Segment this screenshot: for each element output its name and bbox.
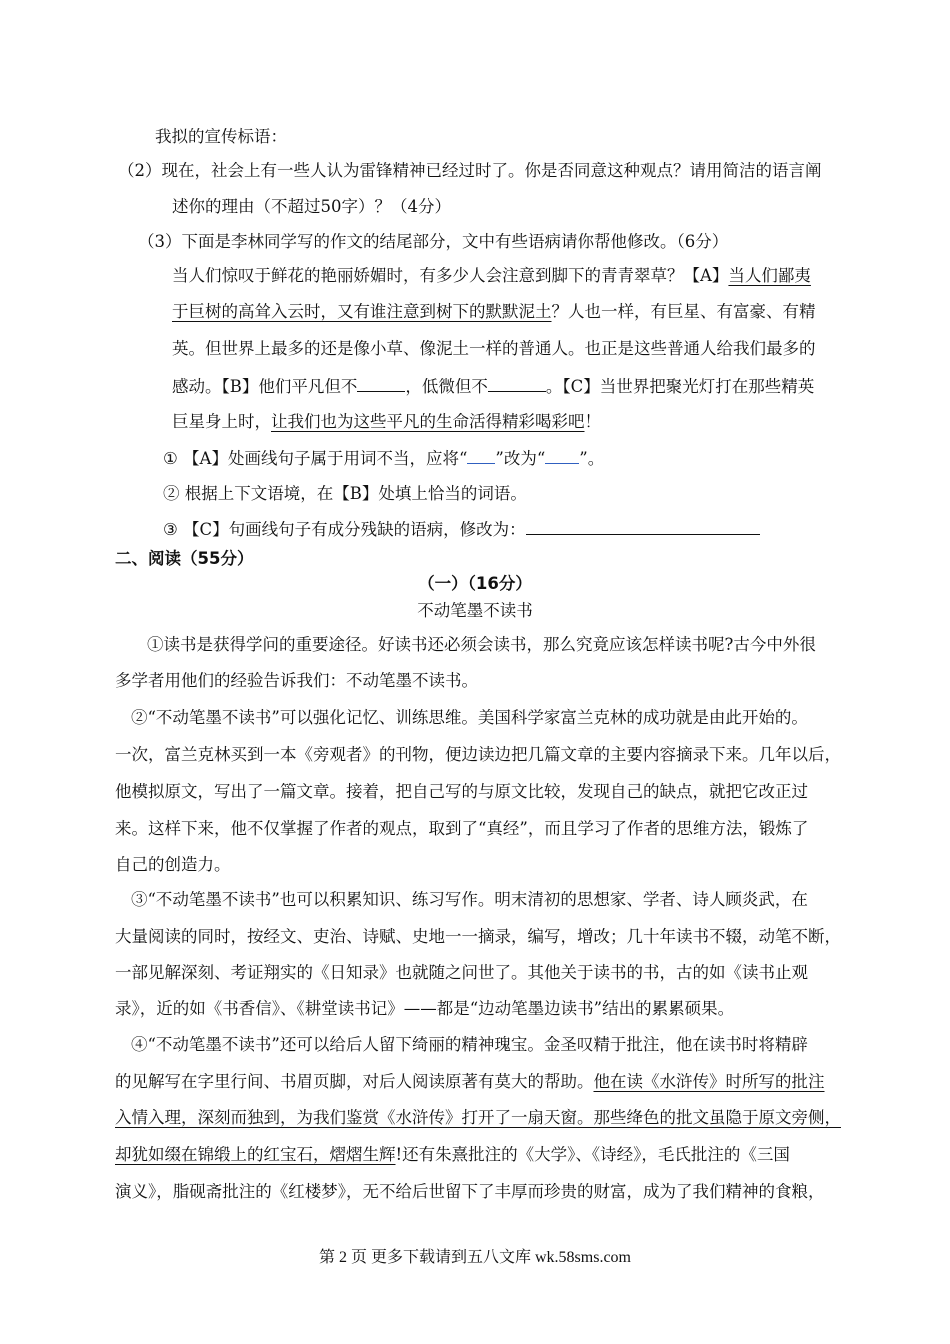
article-para-3-line-4: 录》，近的如《书香信》、《耕堂读书记》——都是“边动笔墨边读书”结出的累累硕果。 bbox=[115, 999, 735, 1018]
sub-question-text: ① 【A】处画线句子属于用词不当，应将“ bbox=[163, 449, 468, 468]
article-title: 不动笔墨不读书 bbox=[417, 601, 533, 620]
article-para-2-line-2: 一次，富兰克林买到一本《旁观者》的刊物，便边读边把几篇文章的主要内容摘录下来。几年以后， bbox=[115, 745, 841, 764]
blank-a-original[interactable] bbox=[467, 447, 495, 464]
passage-text: 当人们惊叹于鲜花的艳丽娇媚时，有多少人会注意到脚下的青青翠草？【A】 bbox=[172, 266, 729, 285]
article-text: !还有朱熹批注的《大学》、《诗经》，毛氏批注的《三国 bbox=[395, 1145, 790, 1164]
underlined-passage: 他在读《水浒传》时所写的批注 bbox=[593, 1072, 825, 1091]
article-para-2-line-4: 来。这样下来，他不仅掌握了作者的观点，取到了“真经”，而且学习了作者的思维方法，锻炼了 bbox=[115, 819, 809, 838]
article-para-1-line-1: ①读书是获得学问的重要途径。好读书还必须会读书，那么究竟应该怎样读书呢?古今中外很 bbox=[147, 635, 816, 654]
article-para-1-line-2: 多学者用他们的经验告诉我们：不动笔墨不读书。 bbox=[115, 671, 478, 690]
blank-b2[interactable] bbox=[488, 375, 546, 392]
underlined-sentence-a: 当人们鄙夷 bbox=[728, 266, 811, 285]
passage-line-5 bbox=[172, 411, 601, 433]
part-1-heading: （一）（16分） bbox=[418, 574, 532, 593]
article-para-2-line-3: 他模拟原文，写出了一篇文章。接着，把自己写的与原文比较，发现自己的缺点，就把它改正过 bbox=[115, 782, 808, 801]
blank-a-replacement[interactable] bbox=[545, 447, 579, 464]
question-2-line-1: （2）现在，社会上有一些人认为雷锋精神已经过时了。你是否同意这种观点？请用简洁的语言阐 bbox=[118, 161, 822, 180]
article-para-4-line-4 bbox=[115, 1144, 790, 1166]
article-para-4-line-5: 演义》，脂砚斋批注的《红楼梦》，无不给后世留下了丰厚而珍贵的财富，成为了我们精神的食粮， bbox=[115, 1182, 825, 1201]
passage-text: ，低微但不 bbox=[405, 377, 488, 396]
article-para-4-line-1: ④“不动笔墨不读书”还可以给后人留下绮丽的精神瑰宝。金圣叹精于批注，他在读书时将精辟 bbox=[131, 1035, 808, 1054]
underlined-sentence-c: 让我们也为这些平凡的生命活得精彩喝彩吧 bbox=[271, 412, 585, 431]
question-3-intro: （3）下面是李林同学写的作文的结尾部分，文中有些语病请你帮他修改。（6分） bbox=[138, 232, 729, 251]
underlined-passage: 入情入理，深刻而独到，为我们鉴赏《水浒传》打开了一扇天窗。那些绛色的批文虽隐于原文旁侧， bbox=[115, 1108, 841, 1127]
underlined-passage: 却犹如缀在锦缎上的红宝石，熠熠生辉 bbox=[115, 1145, 396, 1164]
sub-question-text: ”。 bbox=[579, 449, 605, 468]
article-text: 的见解写在字里行间、书眉页脚，对后人阅读原著有莫大的帮助。 bbox=[115, 1072, 594, 1091]
article-para-3-line-1: ③“不动笔墨不读书”也可以积累知识、练习写作。明末清初的思想家、学者、诗人顾炎武，在 bbox=[131, 890, 808, 909]
article-para-3-line-2: 大量阅读的同时，按经文、吏治、诗赋、史地一一摘录，编写，增改；几十年读书不辍，动笔不断， bbox=[115, 927, 841, 946]
blank-b1[interactable] bbox=[357, 375, 405, 392]
article-para-2-line-1: ②“不动笔墨不读书”可以强化记忆、训练思维。美国科学家富兰克林的成功就是由此开始的。 bbox=[131, 708, 808, 727]
article-para-4-line-3 bbox=[115, 1107, 841, 1129]
section-2-heading: 二、阅读（55分） bbox=[115, 549, 254, 568]
underlined-sentence-a: 于巨树的高耸入云时，又有谁注意到树下的默默泥土 bbox=[172, 302, 552, 321]
passage-text: 感动。【B】他们平凡但不 bbox=[172, 377, 358, 396]
article-para-2-line-5: 自己的创造力。 bbox=[115, 855, 231, 874]
sub-question-text: ”改为“ bbox=[495, 449, 546, 468]
passage-text: 巨星身上时， bbox=[172, 412, 271, 431]
passage-text: ？人也一样，有巨星、有富豪、有精 bbox=[551, 302, 816, 321]
question-2-line-2: 述你的理由（不超过50字）？（4分） bbox=[172, 197, 451, 216]
sub-question-text: ③ 【C】句画线句子有成分残缺的语病，修改为： bbox=[163, 520, 526, 539]
page-footer: 第 2 页 更多下载请到五八文库 wk.58sms.com bbox=[318, 1249, 631, 1266]
sub-question-1 bbox=[163, 447, 604, 470]
passage-text: 。【C】当世界把聚光灯打在那些精英 bbox=[545, 377, 815, 396]
article-para-3-line-3: 一部见解深刻、考证翔实的《日知录》也就随之问世了。其他关于读书的书，古的如《读书止观 bbox=[115, 963, 808, 982]
passage-line-1 bbox=[172, 265, 811, 287]
passage-line-3: 英。但世界上最多的还是像小草、像泥土一样的普通人。也正是这些普通人给我们最多的 bbox=[172, 339, 816, 358]
sub-question-2: ② 根据上下文语境，在【B】处填上恰当的词语。 bbox=[163, 484, 527, 503]
passage-line-4 bbox=[172, 375, 814, 398]
passage-line-2 bbox=[172, 301, 816, 323]
blank-c-answer[interactable] bbox=[526, 518, 760, 535]
article-para-4-line-2 bbox=[115, 1071, 825, 1093]
question-1-slogan-label: 我拟的宣传标语： bbox=[155, 127, 287, 146]
sub-question-3 bbox=[163, 518, 760, 541]
passage-text: ！ bbox=[584, 412, 601, 431]
